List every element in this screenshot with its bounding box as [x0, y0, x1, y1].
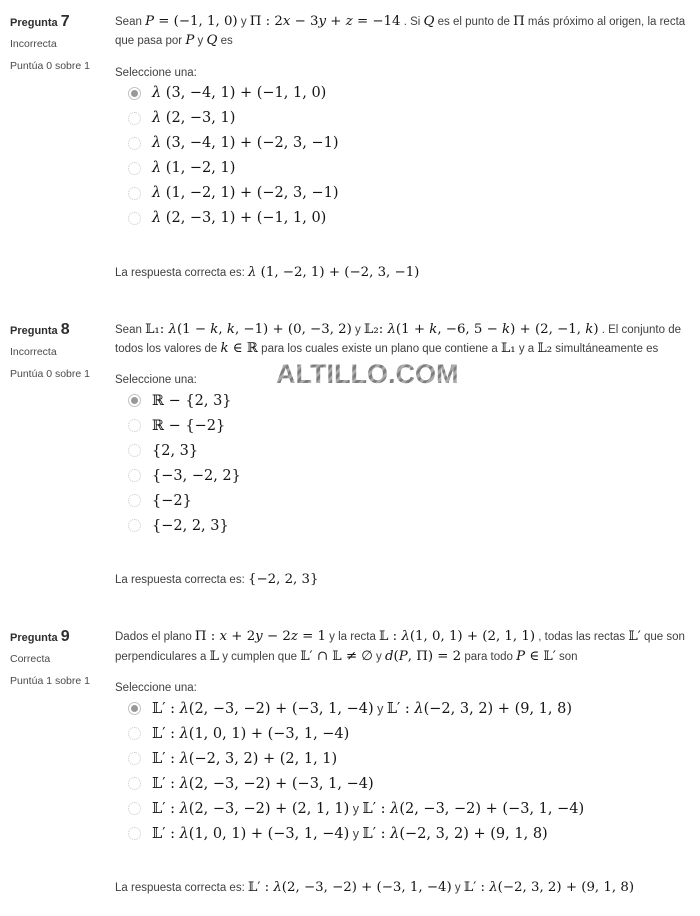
- question-text: Sean 𝕃₁: λ(1 − k, k, −1) + (0, −3, 2) y 𝕃₂: λ(1 + k, −6, 5 − k) + (2, −1, k) . El conjunto de todos los valores de k ∈ ℝ para los cuales existe un plano que contiene a 𝕃₁ y a 𝕃₂ simultáneamente es: [115, 321, 681, 357]
- option-row[interactable]: [115, 796, 693, 821]
- option-row[interactable]: [115, 696, 693, 721]
- option-row[interactable]: [115, 388, 693, 413]
- option-label[interactable]: λ (2, −3, 1): [152, 110, 236, 127]
- select-prompt: Seleccione una:: [115, 66, 197, 79]
- question-grade: Puntúa 0 sobre 1: [10, 60, 90, 72]
- option-row[interactable]: [115, 488, 693, 513]
- option-label[interactable]: λ (1, −2, 1) + (−2, 3, −1): [152, 185, 339, 202]
- question-content: [115, 627, 693, 895]
- option-label[interactable]: ℝ − {2, 3}: [152, 392, 232, 409]
- option-label[interactable]: 𝕃′ : λ(2, −3, −2) + (−3, 1, −4): [152, 775, 374, 792]
- radio-button-icon[interactable]: [128, 162, 141, 175]
- option-label[interactable]: λ (3, −4, 1) + (−2, 3, −1): [152, 135, 339, 152]
- option-row[interactable]: [115, 746, 693, 771]
- correct-answer: La respuesta correcta es: 𝕃′ : λ(2, −3, −2) + (−3, 1, −4) y 𝕃′ : λ(−2, 3, 2) + (9, 1, 8): [115, 880, 635, 896]
- option-row[interactable]: [115, 413, 693, 438]
- radio-button-icon[interactable]: [128, 137, 141, 150]
- option-label[interactable]: 𝕃′ : λ(1, 0, 1) + (−3, 1, −4): [152, 725, 350, 742]
- question-grade: Puntúa 0 sobre 1: [10, 367, 90, 380]
- radio-button-icon[interactable]: [128, 777, 141, 790]
- radio-button-icon[interactable]: [128, 802, 141, 815]
- radio-button-icon[interactable]: [128, 444, 141, 457]
- option-row[interactable]: [115, 206, 693, 231]
- option-label[interactable]: 𝕃′ : λ(2, −3, −2) + (−3, 1, −4) y 𝕃′ : λ(−2, 3, 2) + (9, 1, 8): [152, 700, 572, 717]
- question-state: Incorrecta: [10, 345, 57, 358]
- option-label[interactable]: λ (3, −4, 1) + (−1, 1, 0): [152, 85, 327, 102]
- option-row[interactable]: [115, 463, 693, 488]
- radio-button-icon[interactable]: [128, 112, 141, 125]
- options-list: [115, 696, 693, 846]
- option-label[interactable]: 𝕃′ : λ(−2, 3, 2) + (2, 1, 1): [152, 750, 338, 767]
- radio-button-selected-icon[interactable]: [128, 87, 141, 100]
- radio-button-icon[interactable]: [128, 187, 141, 200]
- select-prompt: Seleccione una:: [115, 682, 197, 695]
- option-label[interactable]: 𝕃′ : λ(2, −3, −2) + (2, 1, 1) y 𝕃′ : λ(2, −3, −2) + (−3, 1, −4): [152, 800, 585, 817]
- radio-button-icon[interactable]: [128, 469, 141, 482]
- option-row[interactable]: [115, 156, 693, 181]
- radio-button-icon[interactable]: [128, 752, 141, 765]
- select-prompt: Seleccione una:: [115, 374, 197, 387]
- question-text: Dados el plano Π : x + 2y − 2z = 1 y la recta 𝕃 : λ(1, 0, 1) + (2, 1, 1) , todas las rectas 𝕃′ que son perpendiculares a 𝕃 y cumplen que 𝕃′ ∩ 𝕃 ≠ ∅ y d(P, Π) = 2 para todo P ∈ 𝕃′ son: [115, 629, 685, 664]
- question-block: [10, 627, 700, 895]
- question-info-column: [10, 320, 115, 588]
- question-state: Incorrecta: [10, 38, 57, 50]
- option-row[interactable]: [115, 81, 693, 106]
- option-row[interactable]: [115, 131, 693, 156]
- question-number-word: Pregunta: [10, 632, 58, 645]
- question-state: Correcta: [10, 653, 51, 666]
- option-label[interactable]: {−2}: [152, 492, 192, 509]
- question-grade: Puntúa 1 sobre 1: [10, 675, 90, 688]
- question-info-column: [10, 12, 115, 280]
- radio-button-icon[interactable]: [128, 494, 141, 507]
- question-number-value: 7: [60, 13, 70, 30]
- watermark: ALTILLO.COM: [276, 359, 459, 389]
- options-list: [115, 388, 693, 538]
- option-label[interactable]: λ (2, −3, 1) + (−1, 1, 0): [152, 210, 327, 227]
- correct-answer: La respuesta correcta es: {−2, 2, 3}: [115, 572, 319, 588]
- question-number-word: Pregunta: [10, 17, 58, 29]
- radio-button-icon[interactable]: [128, 727, 141, 740]
- radio-button-icon[interactable]: [128, 519, 141, 532]
- option-row[interactable]: [115, 438, 693, 463]
- option-label[interactable]: λ (1, −2, 1): [152, 160, 236, 177]
- question-number: [10, 321, 115, 339]
- question-content: [115, 12, 693, 280]
- radio-button-selected-icon[interactable]: [128, 394, 141, 407]
- question-info-column: [10, 627, 115, 895]
- option-row[interactable]: [115, 771, 693, 796]
- radio-button-selected-icon[interactable]: [128, 702, 141, 715]
- option-label[interactable]: {−2, 2, 3}: [152, 517, 229, 534]
- question-number-value: 8: [60, 320, 70, 338]
- question-text: Sean P = (−1, 1, 0) y Π : 2x − 3y + z = −14 . Si Q es el punto de Π más próximo al origen, la recta que pasa por P y Q es: [115, 14, 686, 49]
- radio-button-icon[interactable]: [128, 419, 141, 432]
- option-row[interactable]: [115, 106, 693, 131]
- question-block: [10, 12, 700, 280]
- correct-answer: La respuesta correcta es: λ (1, −2, 1) + (−2, 3, −1): [115, 264, 420, 280]
- option-label[interactable]: 𝕃′ : λ(1, 0, 1) + (−3, 1, −4) y 𝕃′ : λ(−2, 3, 2) + (9, 1, 8): [152, 825, 548, 842]
- option-label[interactable]: ℝ − {−2}: [152, 417, 226, 434]
- option-row[interactable]: [115, 721, 693, 746]
- options-list: [115, 81, 693, 231]
- option-row[interactable]: [115, 181, 693, 206]
- option-row[interactable]: [115, 821, 693, 846]
- option-label[interactable]: {2, 3}: [152, 442, 199, 459]
- option-row[interactable]: [115, 513, 693, 538]
- question-number: [10, 628, 115, 646]
- question-number-value: 9: [60, 628, 70, 646]
- radio-button-icon[interactable]: [128, 827, 141, 840]
- question-number: [10, 13, 115, 31]
- question-number-word: Pregunta: [10, 324, 58, 337]
- question-list: [10, 12, 700, 895]
- radio-button-icon[interactable]: [128, 212, 141, 225]
- option-label[interactable]: {−3, −2, 2}: [152, 467, 241, 484]
